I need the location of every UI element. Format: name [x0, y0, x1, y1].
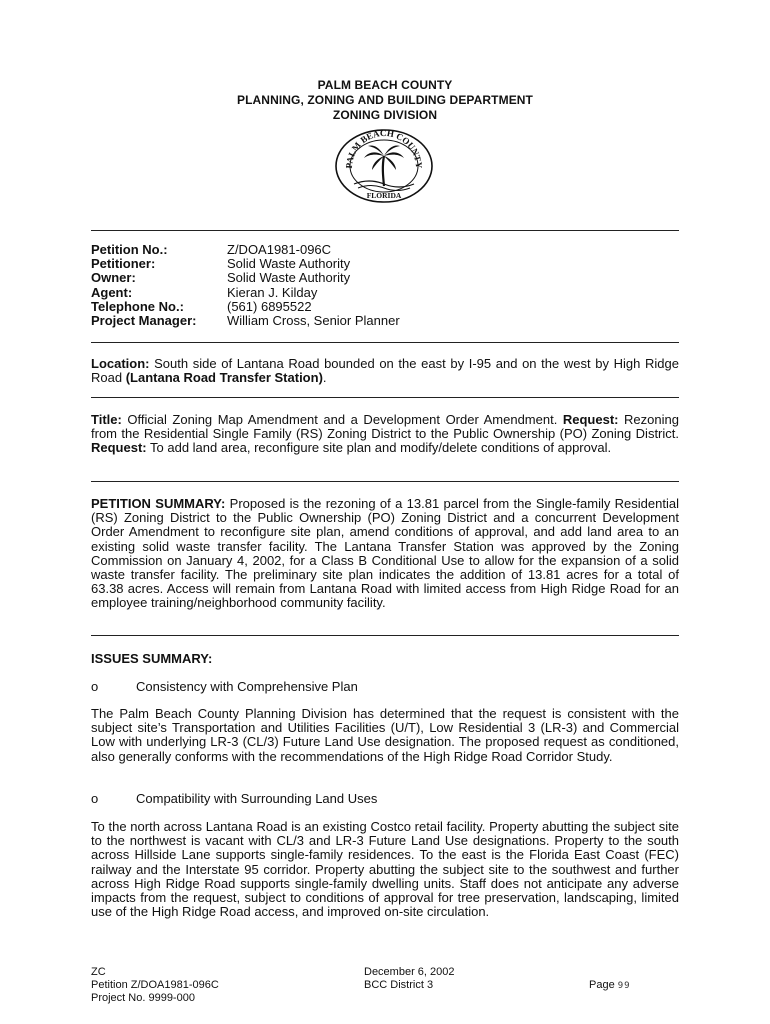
- location-site-name: (Lantana Road Transfer Station): [125, 370, 323, 386]
- field-value: Z/DOA1981-096C: [227, 242, 332, 257]
- field-label: Agent:: [91, 284, 133, 300]
- issues-summary-label: ISSUES SUMMARY:: [91, 651, 213, 666]
- divider: [91, 481, 679, 482]
- footer-date: December 6, 2002: [364, 966, 455, 978]
- petition-summary-text: Proposed is the rezoning of a 13.81 parcel from the Single-family Residential (RS) Zoning District to the Public Ownership (PO) Zoning District and a concurrent Development Order Amendment to reconfigure site plan, amend conditions of approval, and add land area to an existing solid waste transfer facility. The Lantana Transfer Station was approved by the Zoning Commission on January 4, 2002, for a Class B Conditional Use to allow for the expansion of a solid waste transfer facility. The preliminary site plan indicates the addition of 13.81 acres for a total of 63.38 acres. Access will remain from Lantana Road with limited access from High Ridge Road for an employee training/neighborhood community facility.: [91, 496, 679, 611]
- page-number: 99: [617, 981, 631, 991]
- seal-text-top: PALM BEACH COUNTY: [343, 128, 425, 169]
- location-text: South side of Lantana Road bounded on the east by I-95 and on the west by High Ridge Road: [91, 356, 679, 386]
- field-label: Petitioner:: [91, 256, 156, 272]
- location-paragraph: [91, 357, 679, 385]
- petition-summary-paragraph: [91, 497, 679, 611]
- bullet-item: [91, 792, 377, 806]
- request-label: Request:: [562, 412, 619, 427]
- footer-zc: ZC: [91, 966, 106, 978]
- footer-petition: Petition Z/DOA1981-096C: [91, 979, 219, 991]
- compatibility-text: To the north across Lantana Road is an existing Costco retail facility. Property abutting the subject site to the northwest is vacant with CL/3 and LR-3 Future Land Use designations. Property to the south across Hillside Lane supports single-family residences. To the east is the Florida East Coast (FEC) railway and the Interstate 95 corridor. Property abutting the subject site to the southwest and further across High Ridge Road supports single-family dwelling units. Staff does not anticipate any adverse impacts from the request, subject to conditions of approval for tree preservation, landscaping, limited use of the High Ridge Road access, and improved on-site circulation.: [91, 819, 679, 920]
- divider: [91, 397, 679, 398]
- request-text: Rezoning from the Residential Single Family (RS) Zoning District to the Public Ownership (PO) Zoning District.: [91, 412, 679, 442]
- bullet-text: Compatibility with Surrounding Land Uses: [136, 791, 378, 806]
- field-value: Solid Waste Authority: [227, 270, 351, 286]
- request-label: Request:: [91, 440, 147, 456]
- footer-project: Project No. 9999-000: [91, 992, 195, 1004]
- footer-left: [91, 966, 219, 1005]
- consistency-paragraph: [91, 707, 679, 764]
- issues-summary-heading: [91, 652, 679, 666]
- location-end: .: [322, 370, 327, 386]
- telephone-row: [91, 300, 400, 314]
- petition-info: [91, 243, 400, 328]
- field-value: (561) 6895522: [227, 298, 312, 314]
- petitioner-row: [91, 257, 400, 271]
- bullet-mark: o: [91, 791, 99, 806]
- header-division: ZONING DIVISION: [332, 108, 438, 122]
- bullet-item: [91, 680, 358, 694]
- divider: [91, 230, 679, 231]
- divider: [91, 342, 679, 343]
- request-text: To add land area, reconfigure site plan and modify/delete conditions of approval.: [150, 440, 612, 456]
- divider: [91, 635, 679, 636]
- field-label: Owner:: [91, 270, 136, 286]
- page-label: Page: [589, 979, 615, 991]
- field-label: Telephone No.:: [91, 298, 184, 314]
- compatibility-paragraph: [91, 820, 679, 919]
- owner-row: [91, 271, 400, 285]
- county-seal: [332, 128, 436, 204]
- header-department: PLANNING, ZONING AND BUILDING DEPARTMENT: [237, 93, 533, 107]
- bullet-mark: o: [91, 679, 99, 694]
- footer-page: [589, 979, 631, 993]
- field-value: Solid Waste Authority: [227, 256, 351, 272]
- footer-center: [364, 966, 455, 992]
- bullet-text: Consistency with Comprehensive Plan: [136, 679, 358, 694]
- field-label: Petition No.:: [91, 242, 168, 257]
- footer-district: BCC District 3: [364, 979, 434, 991]
- title-text: Official Zoning Map Amendment and a Development Order Amendment.: [127, 412, 558, 427]
- seal-text-bottom: FLORIDA: [366, 191, 402, 200]
- location-label: Location:: [91, 356, 150, 371]
- agent-row: [91, 286, 400, 300]
- petition-number-row: [91, 243, 400, 257]
- field-label: Project Manager:: [91, 313, 197, 329]
- document-header: [0, 78, 770, 123]
- field-value: William Cross, Senior Planner: [227, 313, 400, 329]
- project-manager-row: [91, 314, 400, 328]
- palm-tree-seal-icon: [332, 128, 436, 204]
- title-label: Title:: [91, 412, 122, 427]
- petition-summary-label: PETITION SUMMARY:: [91, 496, 226, 511]
- field-value: Kieran J. Kilday: [227, 284, 318, 300]
- title-request-paragraph: [91, 413, 679, 456]
- consistency-text: The Palm Beach County Planning Division has determined that the request is consistent with the subject site’s Transportation and Utilities Facilities (U/T), Low Residential 3 (LR-3) and Commercial Low with underlying LR-3 (CL/3) Future Land Use designation. The proposed request as conditioned, also generally conforms with the recommendations of the High Ridge Road Corridor Study.: [91, 706, 679, 764]
- header-county: PALM BEACH COUNTY: [317, 78, 453, 92]
